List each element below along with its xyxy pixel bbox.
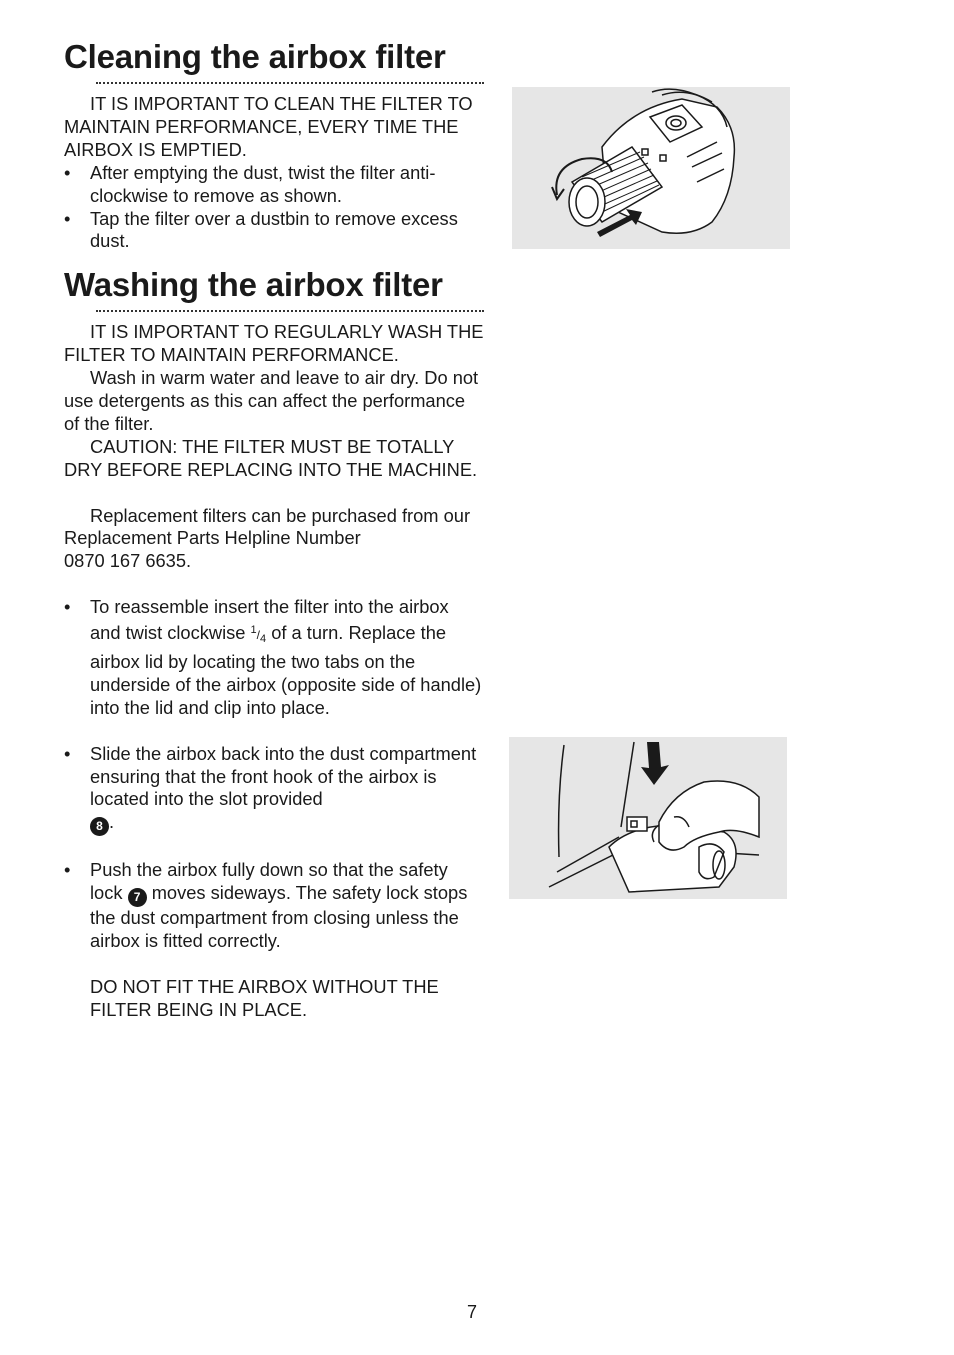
washing-p1: IT IS IMPORTANT TO REGULARLY WASH THE FILTER TO MAINTAIN PERFORMANCE. [64,321,484,366]
fraction-quarter: $^1/_4$ [250,624,267,646]
list-item: • Slide the airbox back into the dust compartment ensuring that the front hook of the airbox is located into the slot provided 8 . [64,743,484,837]
helpline-number: 0870 167 6635. [64,550,192,572]
washing-p2: Wash in warm water and leave to air dry. Do not use detergents as this can affect the performance of the filter. [64,367,479,434]
cleaning-steps [64,162,484,254]
callout-8-icon: 8 [90,817,109,836]
airbox-filter-illustration [512,87,790,249]
replacement-info: Replacement filters can be purchased from our Replacement Parts Helpline Number 0870 167 6635. [64,504,471,572]
list-item: • Push the airbox fully down so that the safety lock 7 moves sideways. The safety lock stops the dust compartment from closing unless the airbox is fitted correctly. [64,859,468,952]
heading-washing: Washing the airbox filter [64,266,443,304]
list-item: • After emptying the dust, twist the filter anti-clockwise to remove as shown. [64,161,436,206]
figure-insert-airbox [509,737,787,899]
text-column [64,38,484,1022]
reassembly-steps [64,596,484,1021]
washing-caution: CAUTION: THE FILTER MUST BE TOTALLY DRY BEFORE REPLACING INTO THE MACHINE. [64,435,478,480]
callout-7-icon: 7 [128,888,147,907]
figure-remove-filter [512,87,790,249]
list-item: • Tap the filter over a dustbin to remove excess dust. [64,207,458,252]
warning-text: DO NOT FIT THE AIRBOX WITHOUT THE FILTER BEING IN PLACE. [90,975,439,1020]
airbox-insert-illustration [509,737,787,899]
page-number: 7 [467,1302,478,1322]
cleaning-intro: IT IS IMPORTANT TO CLEAN THE FILTER TO MAINTAIN PERFORMANCE, EVERY TIME THE AIRBOX IS EMPTIED. [64,93,473,160]
list-item: • To reassemble insert the filter into the airbox and twist clockwise $^1/_4$ of a turn. Replace the airbox lid by locating the two tabs on the underside of the airbox (opposite side of handle) into the lid and clip into place. [64,596,482,718]
heading-cleaning: Cleaning the airbox filter [64,38,446,75]
